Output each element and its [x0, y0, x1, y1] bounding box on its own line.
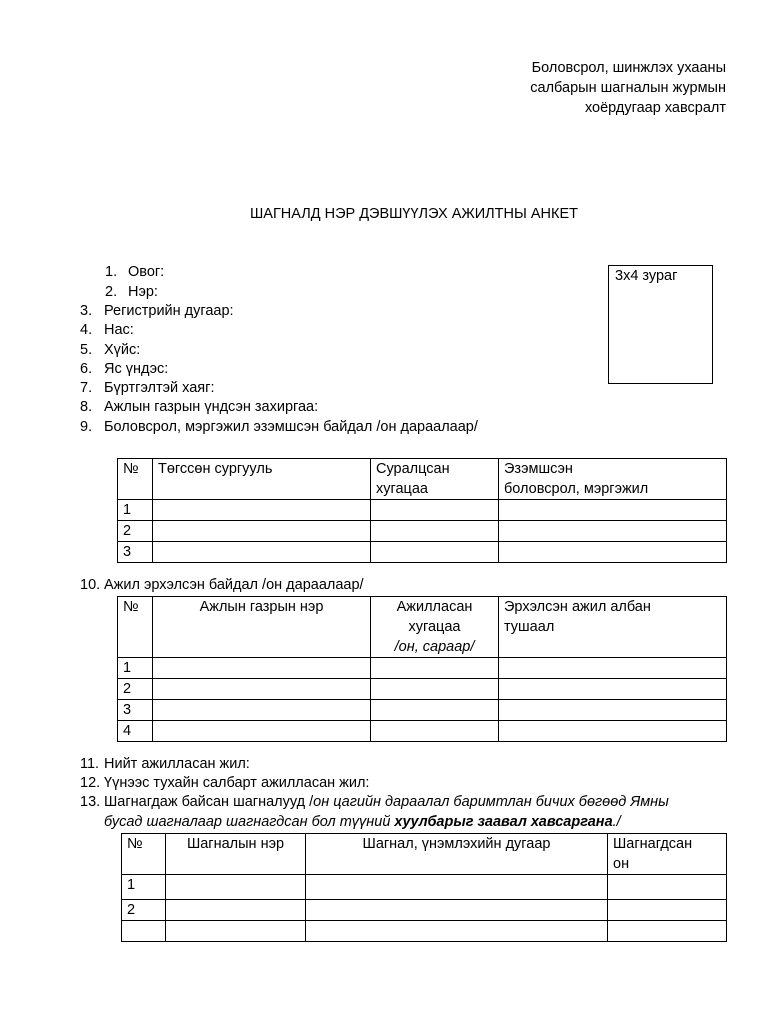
- header-line-2: салбарын шагналын журмын: [530, 80, 726, 96]
- col-header-certificate: Шагнал, үнэмлэхийн дугаар: [306, 834, 608, 875]
- photo-label: 3х4 зураг: [615, 268, 678, 284]
- table-row: 3: [118, 542, 727, 563]
- table-row: 1: [118, 500, 727, 521]
- col-header-number: №: [118, 597, 153, 658]
- form-title: ШАГНАЛД НЭР ДЭВШҮҮЛЭХ АЖИЛТНЫ АНКЕТ: [249, 206, 578, 222]
- table-row: 3: [118, 700, 727, 721]
- table-row: [122, 921, 727, 942]
- col-header-number: №: [122, 834, 166, 875]
- col-header-award-year: Шагнагдсан он: [608, 834, 727, 875]
- header-line-3: хоёрдугаар хавсралт: [584, 100, 726, 116]
- table-row: 2: [122, 900, 727, 921]
- table-row: 1: [118, 658, 727, 679]
- awards-note-1: он цагийн дараалал баримтлан бичих бөгөөд Ямны: [313, 794, 669, 810]
- table-header-row: [118, 597, 727, 658]
- col-header-position: Эрхэлсэн ажил албан тушаал: [499, 597, 727, 658]
- col-header-duration: Суралцсан хугацаа: [371, 459, 499, 500]
- col-header-work-duration: Ажилласан хугацаа /он, сараар/: [371, 597, 499, 658]
- awards-note-2: бусад шагналаар шагнагдсан бол түүний: [104, 814, 395, 830]
- table-row: 2: [118, 679, 727, 700]
- education-table: [117, 458, 727, 563]
- col-header-number: №: [118, 459, 153, 500]
- table-row: 4: [118, 721, 727, 742]
- col-header-workplace: Ажлын газрын нэр: [153, 597, 371, 658]
- table-header-row: [118, 459, 727, 500]
- col-header-school: Төгссөн сургууль: [153, 459, 371, 500]
- awards-note-bold: хуулбарыг заавал хавсаргана: [394, 814, 613, 830]
- col-header-degree: Эзэмшсэн боловсрол, мэргэжил: [499, 459, 727, 500]
- col-header-award-name: Шагналын нэр: [166, 834, 306, 875]
- table-row: 2: [118, 521, 727, 542]
- table-row: 1: [122, 875, 727, 900]
- award-table: [121, 833, 727, 942]
- photo-box: [608, 265, 713, 384]
- header-line-1: Боловсрол, шинжлэх ухааны: [531, 60, 726, 76]
- table-header-row: [122, 834, 727, 875]
- appendix-header: [530, 58, 726, 118]
- work-table: [117, 596, 727, 742]
